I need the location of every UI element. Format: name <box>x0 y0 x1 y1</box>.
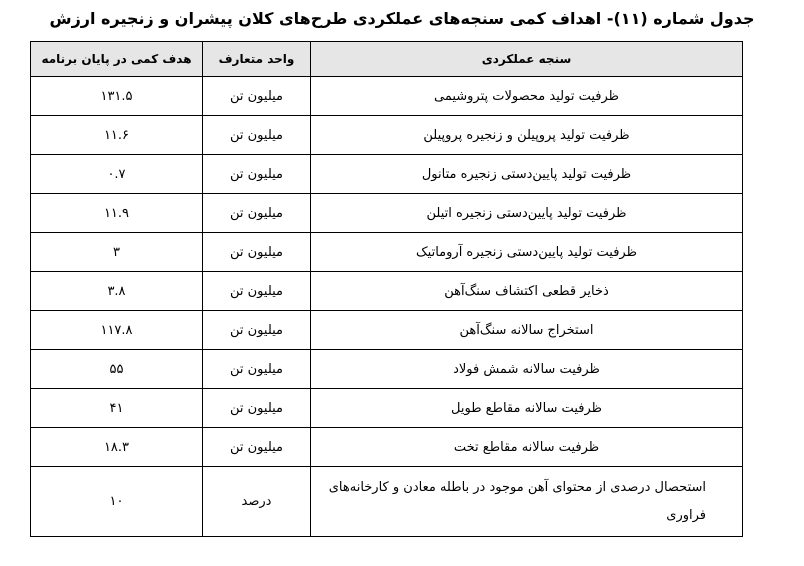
unit-cell: درصد <box>203 467 311 537</box>
table-row <box>31 233 743 272</box>
metric-cell: ذخایر قطعی اکتشاف سنگ‌آهن <box>311 272 743 311</box>
metric-cell: ظرفیت سالانه مقاطع طویل <box>311 389 743 428</box>
target-cell: ۳.۸ <box>31 272 203 311</box>
table-row <box>31 428 743 467</box>
table-row <box>31 194 743 233</box>
target-cell: ۱۸.۳ <box>31 428 203 467</box>
metric-cell: استخراج سالانه سنگ‌آهن <box>311 311 743 350</box>
metric-cell: ظرفیت تولید پروپیلن و زنجیره پروپیلن <box>311 116 743 155</box>
unit-cell: میلیون تن <box>203 116 311 155</box>
unit-cell: میلیون تن <box>203 311 311 350</box>
table-title: جدول شماره (۱۱)- اهداف کمی سنجه‌های عملکردی طرح‌های کلان پیشران و زنجیره ارزش <box>49 9 755 28</box>
target-cell: ۱۱.۹ <box>31 194 203 233</box>
table-row <box>31 116 743 155</box>
metrics-table <box>30 41 743 537</box>
table-row <box>31 311 743 350</box>
header-row <box>31 42 743 77</box>
column-header-metric: سنجه عملکردی <box>311 42 743 77</box>
column-header-target: هدف کمی در پایان برنامه <box>31 42 203 77</box>
metric-cell: ظرفیت تولید پایین‌دستی زنجیره اتیلن <box>311 194 743 233</box>
table-row <box>31 350 743 389</box>
unit-cell: میلیون تن <box>203 233 311 272</box>
target-cell: ۱۳۱.۵ <box>31 77 203 116</box>
table-row <box>31 467 743 537</box>
metric-cell: ظرفیت تولید پایین‌دستی زنجیره آروماتیک <box>311 233 743 272</box>
metric-cell: ظرفیت تولید پایین‌دستی زنجیره متانول <box>311 155 743 194</box>
metric-cell: ظرفیت سالانه مقاطع تخت <box>311 428 743 467</box>
target-cell: ۰.۷ <box>31 155 203 194</box>
table-row <box>31 389 743 428</box>
table-row <box>31 77 743 116</box>
unit-cell: میلیون تن <box>203 272 311 311</box>
target-cell: ۳ <box>31 233 203 272</box>
metric-cell: ظرفیت سالانه شمش فولاد <box>311 350 743 389</box>
metric-cell: استحصال درصدی از محتوای آهن موجود در باطله معادن و کارخانه‌های فراوری <box>311 467 743 537</box>
target-cell: ۱۰ <box>31 467 203 537</box>
unit-cell: میلیون تن <box>203 350 311 389</box>
unit-cell: میلیون تن <box>203 77 311 116</box>
target-cell: ۵۵ <box>31 350 203 389</box>
table-row <box>31 272 743 311</box>
metric-cell: ظرفیت تولید محصولات پتروشیمی <box>311 77 743 116</box>
target-cell: ۴۱ <box>31 389 203 428</box>
column-header-unit: واحد متعارف <box>203 42 311 77</box>
unit-cell: میلیون تن <box>203 428 311 467</box>
target-cell: ۱۱۷.۸ <box>31 311 203 350</box>
unit-cell: میلیون تن <box>203 194 311 233</box>
unit-cell: میلیون تن <box>203 155 311 194</box>
table-row <box>31 155 743 194</box>
unit-cell: میلیون تن <box>203 389 311 428</box>
target-cell: ۱۱.۶ <box>31 116 203 155</box>
